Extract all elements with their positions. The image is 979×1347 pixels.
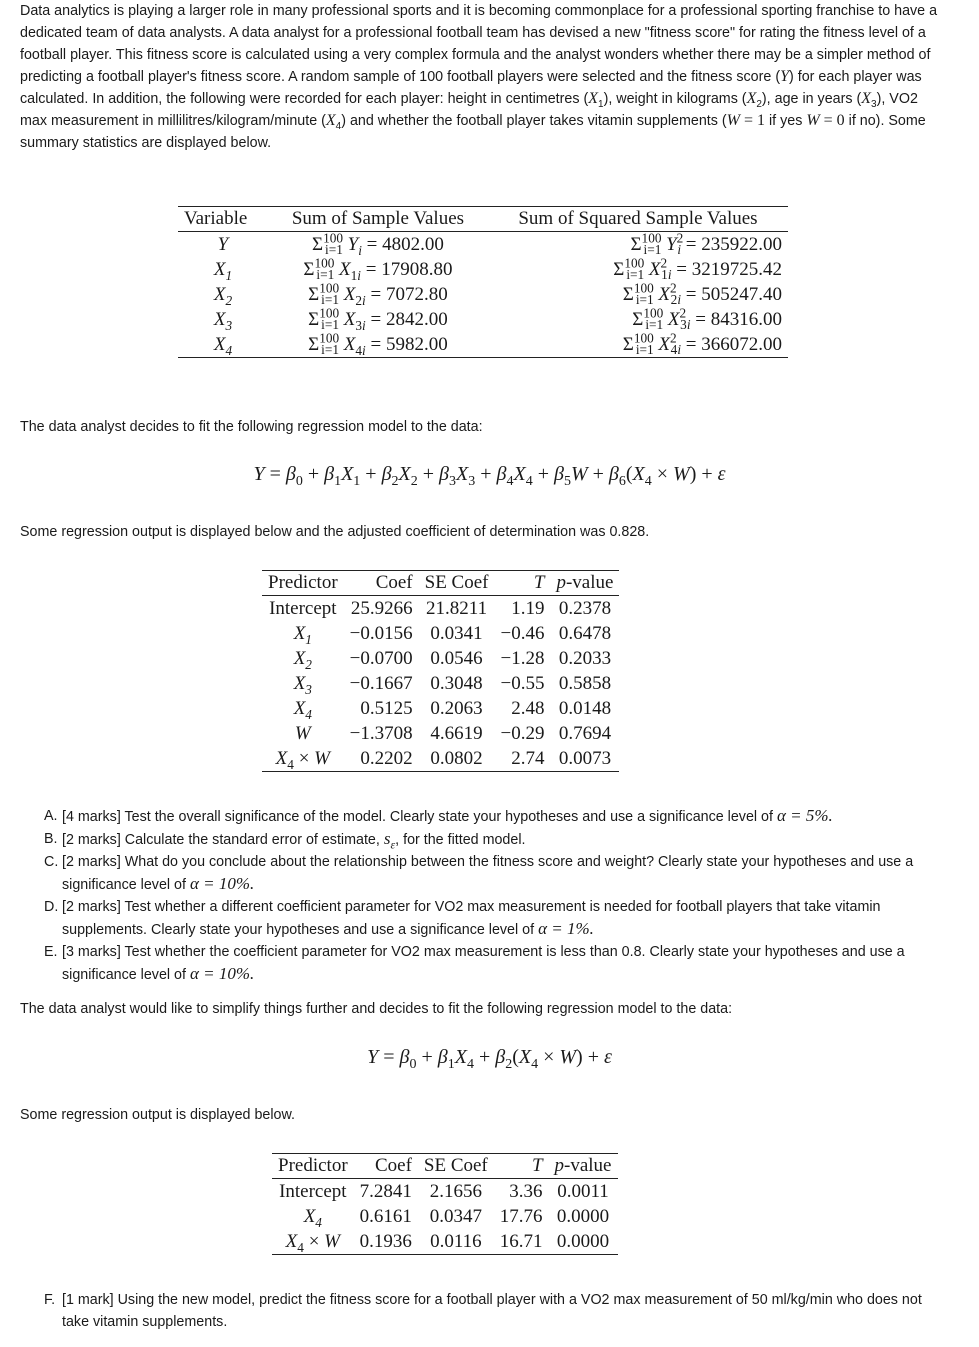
t-cell: 3.36: [509, 1180, 543, 1202]
se-cell: 0.0347: [429, 1205, 482, 1227]
table-row: [272, 1229, 618, 1255]
p-cell: 0.0011: [557, 1180, 609, 1202]
se-cell: 0.0341: [430, 622, 483, 644]
table-row: [178, 232, 788, 258]
question-a: A. [4 marks] Test the overall significance of the model. Clearly state your hypotheses and use a significance level of α = 5%.: [44, 806, 833, 825]
col-header-variable: Variable: [184, 208, 248, 229]
t-cell: −1.28: [500, 647, 545, 669]
table-row: [178, 307, 788, 332]
p-cell: 0.2033: [558, 647, 612, 669]
coef-cell: 0.5125: [360, 697, 413, 719]
col-header-se-coef: SE Coef: [423, 1155, 488, 1176]
predictor-cell: $X_4$: [293, 697, 312, 722]
p-cell: 0.2378: [558, 597, 612, 619]
table-row: [178, 257, 788, 282]
table-row: [262, 746, 619, 772]
question-f: F. [1 mark] Using the new model, predict the fitness score for a football player with a VO2 max measurement of 50 ml/kg/min who does not take vitamin supplements.: [44, 1292, 922, 1330]
t-cell: 2.48: [511, 697, 545, 719]
t-cell: −0.55: [500, 672, 545, 694]
question-b: B. [2 marks] Calculate the standard error of estimate, $s_\varepsilon$, for the fitted model.: [44, 829, 526, 852]
col-header-sum: Sum of Sample Values: [291, 208, 465, 229]
variable-cell: $X_2$: [213, 283, 233, 308]
table-row: [178, 332, 788, 358]
sum-squared-cell: $\Sigma^{100}_{i=1}$ $X^2_{3i} = 84316.00$: [632, 305, 782, 333]
predictor-cell: Intercept: [269, 597, 337, 619]
se-cell: 0.2063: [430, 697, 483, 719]
table-row: [262, 621, 619, 646]
se-cell: 0.0116: [430, 1230, 482, 1252]
predictor-cell: Intercept: [279, 1180, 347, 1202]
table-row: [272, 1179, 618, 1205]
variable-cell: Y: [217, 233, 229, 255]
model-2-equation: $Y = \beta_0 + \beta_1X_4 + \beta_2(X_4 \times W) + \varepsilon$: [367, 1046, 612, 1072]
predictor-cell: $X_4 \times W$: [275, 747, 330, 772]
questions-list: [44, 805, 944, 986]
coef-cell: 0.2202: [360, 747, 413, 769]
table-row: [272, 1204, 618, 1229]
p-cell: 0.5858: [558, 672, 612, 694]
table-row: [262, 696, 619, 721]
p-cell: 0.0000: [556, 1205, 610, 1227]
coef-cell: −0.0156: [349, 622, 413, 644]
se-cell: 0.0546: [430, 647, 483, 669]
col-header-se-coef: SE Coef: [424, 572, 489, 593]
sum-squared-cell: $\Sigma^{100}_{i=1}$ $X^2_{1i} = 3219725.42$: [613, 255, 782, 283]
predictor-cell: W: [294, 722, 311, 744]
se-cell: 0.0802: [430, 747, 483, 769]
output-1-intro-text: Some regression output is displayed below and the adjusted coefficient of determination was 0.828.: [20, 524, 650, 540]
question-e: E. [3 marks] Test whether the coefficient parameter for VO2 max measurement is less than 0.8. Clearly state your hypotheses and use a significance level of α = 10%.: [44, 944, 905, 983]
col-header-p-value: p-value: [554, 1155, 612, 1176]
variable-cell: $X_3$: [213, 308, 233, 333]
p-cell: 0.6478: [558, 622, 612, 644]
col-header-predictor: Predictor: [278, 1155, 348, 1176]
questions-list-f: [44, 1289, 944, 1333]
fit-intro-text: The data analyst decides to fit the following regression model to the data:: [20, 419, 483, 435]
sum-squared-cell: $\Sigma^{100}_{i=1}$ $Y^2_i = 235922.00$: [630, 230, 782, 258]
col-header-t: T: [533, 572, 545, 593]
predictor-cell: $X_1$: [293, 622, 312, 647]
t-cell: 1.19: [511, 597, 545, 619]
variable-cell: $X_1$: [213, 258, 233, 283]
table-row: [262, 646, 619, 671]
p-cell: 0.0148: [558, 697, 612, 719]
table-row: [178, 282, 788, 307]
coef-cell: 25.9266: [350, 597, 413, 619]
se-cell: 2.1656: [429, 1180, 482, 1202]
t-cell: 16.71: [499, 1230, 543, 1252]
sum-cell: $\Sigma^{100}_{i=1}$ $X_{4i} = 5982.00$: [308, 330, 448, 358]
variable-cell: $X_4$: [213, 333, 233, 358]
coef-cell: 7.2841: [359, 1180, 412, 1202]
sum-squared-cell: $\Sigma^{100}_{i=1}$ $X^2_{4i} = 366072.00$: [622, 330, 782, 358]
simplify-intro-text: The data analyst would like to simplify things further and decides to fit the following regression model to the data:: [20, 1001, 733, 1017]
col-header-predictor: Predictor: [268, 572, 338, 593]
coef-cell: 0.1936: [359, 1230, 412, 1252]
col-header-t: T: [531, 1155, 543, 1176]
regression-table-1: [262, 570, 619, 772]
p-cell: 0.7694: [558, 722, 612, 744]
sum-cell: $\Sigma^{100}_{i=1}$ $X_{2i} = 7072.80$: [308, 280, 448, 308]
predictor-cell: $X_2$: [293, 647, 312, 672]
sum-cell: $\Sigma^{100}_{i=1}$ $X_{3i} = 2842.00$: [308, 305, 448, 333]
sum-cell: $\Sigma^{100}_{i=1}$ $Y_i = 4802.00$: [312, 230, 444, 258]
output-2-intro-text: Some regression output is displayed below.: [20, 1107, 295, 1123]
question-c: C. [2 marks] What do you conclude about the relationship between the fitness score and weight? Clearly state your hypotheses and use a significance level of α = 10%.: [44, 854, 914, 893]
t-cell: −0.46: [500, 622, 545, 644]
coef-cell: 0.6161: [359, 1205, 412, 1227]
se-cell: 0.3048: [430, 672, 483, 694]
table-row: [262, 596, 619, 622]
se-cell: 4.6619: [430, 722, 483, 744]
predictor-cell: $X_4 \times W$: [285, 1230, 340, 1255]
t-cell: 17.76: [499, 1205, 543, 1227]
col-header-coef: Coef: [374, 1155, 412, 1176]
col-header-sum-squared: Sum of Squared Sample Values: [518, 208, 758, 229]
intro-paragraph: Data analytics is playing a larger role in many professional sports and it is becoming commonplace for a professional sporting franchise to have a dedicated team of data analysts. A data analyst for a professional football team has devised a new "fitness score" for rating the fitness level of a football player. This fitness score is calculated using a very complex formula and the analyst wonders whether there may be a simpler method of predicting a football player's fitness score. A random sample of 100 football players were selected and the fitness score (Y) for each player was calculated. In addition, the following were recorded for each player: height in centimetres $(X_1)$, weight in kilograms $(X_2)$, age in years $(X_3)$, VO2 max measurement in millilitres/kilogram/minute $(X_4)$ and whether the football player takes vitamin supplements (W = 1 if yes W = 0 if no). Some summary statistics are displayed below.: [20, 3, 938, 151]
t-cell: −0.29: [500, 722, 545, 744]
sum-cell: $\Sigma^{100}_{i=1}$ $X_{1i} = 17908.80$: [303, 255, 453, 283]
col-header-coef: Coef: [375, 572, 413, 593]
model-1-equation: $Y = \beta_0 + \beta_1X_1 + \beta_2X_2 + \beta_3X_3 + \beta_4X_4 + \beta_5W + \beta_6(X_4 \times W) + \varepsilon$: [253, 463, 726, 489]
p-cell: 0.0073: [558, 747, 612, 769]
table-row: [262, 671, 619, 696]
t-cell: 2.74: [511, 747, 545, 769]
predictor-cell: $X_3$: [293, 672, 312, 697]
summary-statistics-table: [178, 206, 788, 358]
sum-squared-cell: $\Sigma^{100}_{i=1}$ $X^2_{2i} = 505247.40$: [622, 280, 782, 308]
coef-cell: −1.3708: [349, 722, 413, 744]
col-header-p-value: p-value: [556, 572, 614, 593]
regression-table-2: [272, 1153, 618, 1255]
question-d: D. [2 marks] Test whether a different coefficient parameter for VO2 max measurement is needed for football players that take vitamin supplements. Clearly state your hypotheses and use a significance level of α = 1%.: [44, 899, 881, 938]
predictor-cell: $X_4$: [303, 1205, 322, 1230]
coef-cell: −0.0700: [349, 647, 413, 669]
se-cell: 21.8211: [426, 597, 488, 619]
coef-cell: −0.1667: [349, 672, 413, 694]
table-row: [262, 721, 619, 746]
p-cell: 0.0000: [556, 1230, 610, 1252]
